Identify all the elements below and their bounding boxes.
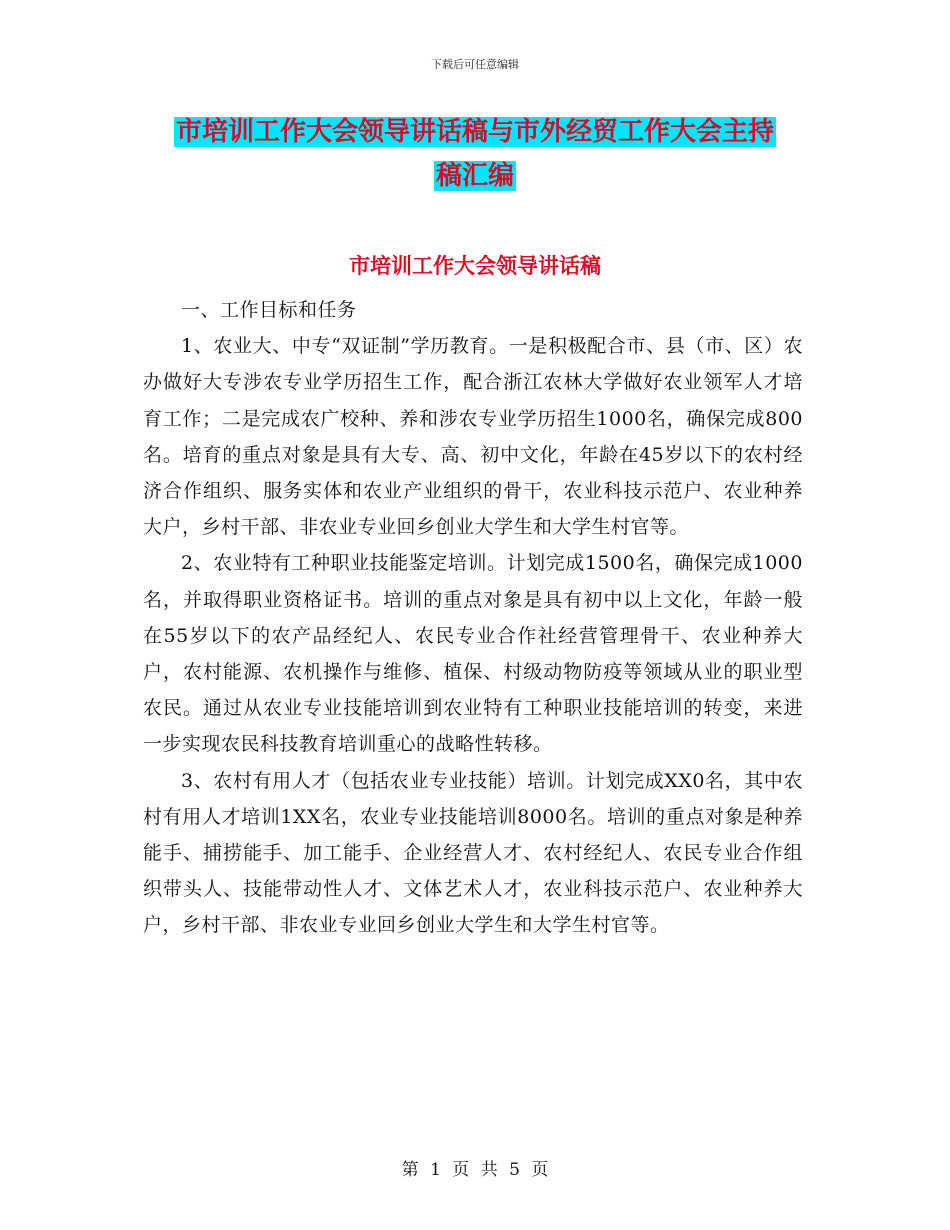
paragraph: 1、农业大、中专“双证制”学历教育。一是积极配合市、县（市、区）农办做好大专涉农专业学历招生工作，配合浙江农林大学做好农业领军人才培育工作；二是完成农广校种、养和涉农专业学历招生1000名，确保完成800名。培育的重点对象是具有大专、高、初中文化，年龄在45岁以下的农村经济合作组织、服务实体和农业产业组织的骨干，农业科技示范户、农业种养大户，乡村干部、非农业专业回乡创业大学生和大学生村官等。 xyxy=(143,335,803,539)
paragraph: 3、农村有用人才（包括农业专业技能）培训。计划完成XX0名，其中农村有用人才培训1XX名，农业专业技能培训8000名。培训的重点对象是种养能手、捕捞能手、加工能手、企业经营人才、农村经纪人、农民专业合作组织带头人、技能带动性人才、文体艺术人才，农业科技示范户、农业种养大户，乡村干部、非农业专业回乡创业大学生和大学生村官等。 xyxy=(143,769,803,937)
document-title-line-2 xyxy=(0,158,950,194)
document-title-line-1 xyxy=(0,114,950,150)
page-number-footer: 第 1 页 共 5 页 xyxy=(401,1160,549,1180)
document-title-text-1: 市培训工作大会领导讲话稿与市外经贸工作大会主持 xyxy=(175,117,774,147)
header-note: 下载后可任意编辑 xyxy=(431,58,519,71)
document-title-text-2: 稿汇编 xyxy=(435,161,514,191)
paragraph: 2、农业特有工种职业技能鉴定培训。计划完成1500名，确保完成1000名，并取得职业资格证书。培训的重点对象是具有初中以上文化，年龄一般在55岁以下的农产品经纪人、农民专业合作社经营管理骨干、农业种养大户，农村能源、农机操作与维修、植保、村级动物防疫等领域从业的职业型农民。通过从农业专业技能培训到农业特有工种职业技能培训的转变，来进一步实现农民科技教育培训重心的战略性转移。 xyxy=(143,552,803,756)
section-title: 市培训工作大会领导讲话稿 xyxy=(349,254,601,278)
document-body xyxy=(143,292,803,944)
paragraph-heading: 一、工作目标和任务 xyxy=(181,299,357,321)
